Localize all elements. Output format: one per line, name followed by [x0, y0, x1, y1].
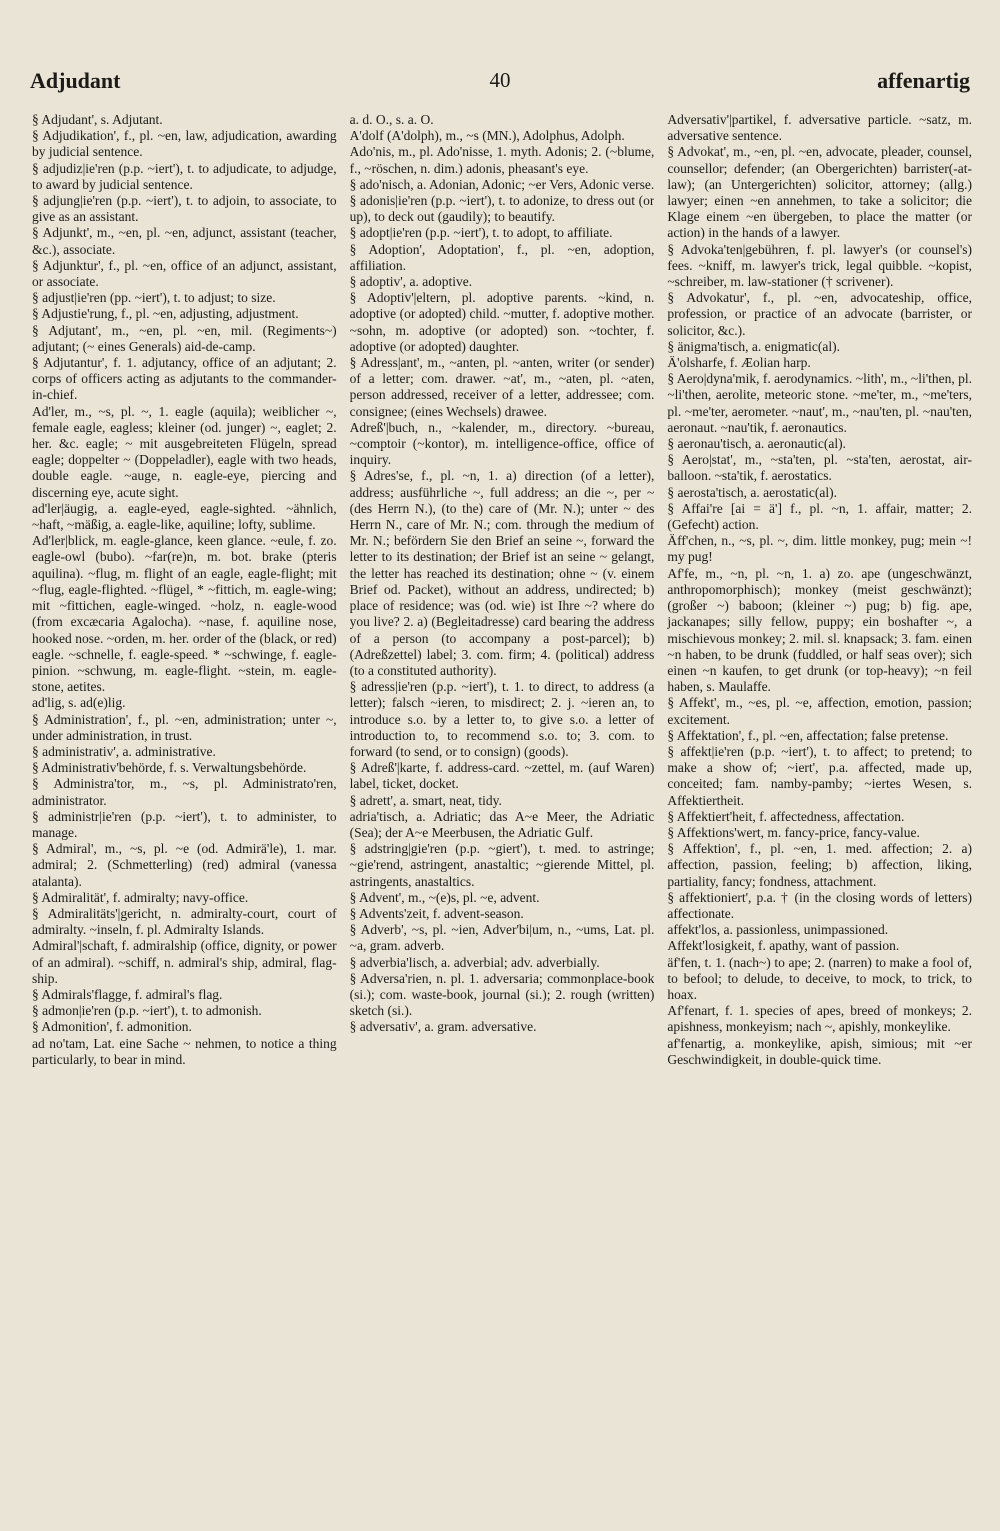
dictionary-entry: § Adjunktur', f., pl. ~en, office of an adjunct, assistant, or associate.	[32, 257, 337, 290]
dictionary-entry: § Affektiert'heit, f. affectedness, affectation.	[667, 808, 905, 824]
dictionary-entry: Af'fenart, f. 1. species of apes, breed of monkeys; 2. apishness, monkeyism; nach ~, apishly, monkeylike.	[667, 1003, 973, 1035]
dictionary-entry: § adjung|ie'ren (p.p. ~iert'), t. to adjoin, to associate, to give as an assistant.	[32, 193, 337, 225]
dictionary-entry: § Aero|stat', m., ~sta'ten, pl. ~sta'ten, aerostat, air-balloon. ~sta'tik, f. aerostatics.	[667, 452, 973, 484]
dictionary-entry: § Advokatur', f., pl. ~en, advocateship, office, profession, or practice of an advocate (barrister, or solicitor, &c.).	[667, 290, 973, 338]
dictionary-entry: § admon|ie'ren (p.p. ~iert'), t. to admonish.	[32, 1003, 262, 1019]
dictionary-entry: § Affekt', m., ~es, pl. ~e, affection, emotion, passion; excitement.	[667, 695, 973, 727]
dictionary-entry: § adversativ', a. gram. adversative.	[349, 1019, 537, 1035]
dictionary-entry: § Administra'tor, m., ~s, pl. Administrato'ren, administrator.	[32, 776, 337, 808]
dictionary-entry: § Adreß'|karte, f. address-card. ~zettel, m. (auf Waren) label, ticket, docket.	[349, 760, 655, 792]
dictionary-entry: Ad'ler|blick, m. eagle-glance, keen glance. ~eule, f. zo. eagle-owl (bubo). ~far(re)n, m. bot. brake (pteris aquilina). ~flug, m. flight of an eagle, eagle-flight; mit ~flug, eagle-flighted. ~flügel, * ~fittich, m. eagle-wing; mit ~fittichen, eagle-winged. ~holz, n. eagle-wood (from excæcaria Agalocha). ~nase, f. aquiline nose, hooked nose. ~orden, m. her. order of the (black, or red) eagle. ~schnelle, f. eagle-speed. * ~schwinge, f. eagle-pinion. ~schwung, m. eagle-flight. ~stein, m. eagle-stone, aetites.	[32, 533, 337, 695]
dictionary-entry: § administrativ', a. administrative.	[32, 743, 216, 759]
dictionary-entry: Ado'nis, m., pl. Ado'nisse, 1. myth. Adonis; 2. (~blume, f., ~röschen, n. dim.) adonis, pheasant's eye.	[349, 144, 655, 176]
dictionary-entry: § Adress|ant', m., ~anten, pl. ~anten, writer (or sender) of a letter; com. drawer. ~at', m., ~aten, pl. ~aten, person addressed, receiver of a letter, addressee; com. consignee; (eines Wechsels) drawee.	[349, 355, 655, 419]
dictionary-entry: § Adjudikation', f., pl. ~en, law, adjudication, awarding by judicial sentence.	[32, 128, 337, 160]
dictionary-entry: § Adjunkt', m., ~en, pl. ~en, adjunct, assistant (teacher, &c.), associate.	[32, 225, 337, 257]
dictionary-entry: § Adres'se, f., pl. ~n, 1. a) direction (of a letter), address; ausführliche ~, full address; an die ~, per ~ (des Herrn N.), (to the) care of (Mr. N.); unter ~ des Herrn N., care of Mr. N.; com. through the medium of Mr. N.; befördern Sie den Brief an seine ~, forward the letter to its destination; der Brief ist an seine ~ gelangt, the letter has reached its destination; ohne ~ (v. einem Brief od. Packet), without an address, undirected; b) place of residence; was (od. wie) ist Ihre ~? where do you live? 2. a) (Begleitadresse) card bearing the address of a person (to accompany a post-parcel); b) (Adreßzettel) label; 3. com. firm; 4. (political) address (to a constituted authority).	[349, 468, 655, 678]
dictionary-entry: § adopt|ie'ren (p.p. ~iert'), t. to adopt, to affiliate.	[349, 225, 613, 241]
dictionary-entry: § ado'nisch, a. Adonian, Adonic; ~er Vers, Adonic verse.	[349, 176, 655, 192]
dictionary-entry: § Affai're [ai = ä'] f., pl. ~n, 1. affair, matter; 2. (Gefecht) action.	[667, 500, 973, 533]
dictionary-entry: affekt'los, a. passionless, unimpassioned.	[667, 922, 889, 938]
column-1	[32, 112, 337, 1472]
dictionary-entry: § Affektions'wert, m. fancy-price, fancy-value.	[667, 824, 920, 840]
dictionary-entry: ad'ler|äugig, a. eagle-eyed, eagle-sighted. ~ähnlich, ~haft, ~mäßig, a. eagle-like, aquiline; lofty, sublime.	[32, 500, 337, 533]
dictionary-entry: äf'fen, t. 1. (nach~) to ape; 2. (narren) to make a fool of, to befool; to delude, to deceive, to mock, to trick, to hoax.	[667, 954, 973, 1002]
dictionary-entry: § Admirals'flagge, f. admiral's flag.	[32, 986, 223, 1002]
dictionary-entry: § Adjutant', m., ~en, pl. ~en, mil. (Regiments~) adjutant; (~ eines Generals) aid-de-camp.	[32, 322, 337, 354]
dictionary-entry: A'dolf (A'dolph), m., ~s (MN.), Adolphus, Adolph.	[349, 128, 625, 144]
dictionary-entry: ad no'tam, Lat. eine Sache ~ nehmen, to notice a thing particularly, to bear in mind.	[32, 1035, 337, 1067]
dictionary-entry: § affekt|ie'ren (p.p. ~iert'), t. to affect; to pretend; to make a show of; ~iert', p.a. affected, made up, conceited; fam. namby-pamby; ~iertes Wesen, s. Affektiertheit.	[667, 743, 973, 808]
dictionary-entry: § affektioniert', p.a. † (in the closing words of letters) affectionate.	[667, 889, 973, 921]
column-3	[667, 112, 972, 1472]
dictionary-entry: § Advoka'ten|gebühren, f. pl. lawyer's (or counsel's) fees. ~kniff, m. lawyer's trick, legal quibble. ~kopist, ~schreiber, m. law-stationer († scrivener).	[667, 241, 973, 290]
dictionary-entry: § Admonition', f. admonition.	[32, 1019, 192, 1035]
guide-word-left: Adjudant	[30, 68, 121, 93]
dictionary-entry: § Administrativ'behörde, f. s. Verwaltungsbehörde.	[32, 760, 307, 776]
dictionary-entry: § adress|ie'ren (p.p. ~iert'), t. 1. to direct, to address (a letter); falsch ~ieren, to misdirect; 2. j. ~ieren an, to introduce s.o. by a letter to, to give s.o. a letter of introduction to, to recommend s.o. to; 3. com. to forward (to send, or to consign) (goods).	[349, 679, 655, 759]
dictionary-entry: § Admiralitäts'|gericht, n. admiralty-court, court of admiralty. ~inseln, f. pl. Admiralty Islands.	[32, 905, 337, 938]
dictionary-entry: § aerosta'tisch, a. aerostatic(al).	[667, 484, 837, 500]
dictionary-entry: adria'tisch, a. Adriatic; das A~e Meer, the Adriatic (Sea); der A~e Meerbusen, the Adriatic Gulf.	[349, 808, 655, 840]
dictionary-entry: § Affektion', f., pl. ~en, 1. med. affection; 2. a) affection, passion, feeling; b) affection, liking, partiality, fancy; fondness, attachment.	[667, 841, 973, 889]
dictionary-entry: § Advokat', m., ~en, pl. ~en, advocate, pleader, counsel, counsellor; defender; (an Obergerichten) barrister(-at-law); (an Untergerichten) solicitor, attorney; (allg.) lawyer; einen ~en annehmen, to take a solicitor; die Klage einem ~en übergeben, to place the matter (or action) in the hands of a lawyer.	[667, 144, 973, 241]
dictionary-entry: § adoptiv', a. adoptive.	[349, 274, 473, 290]
dictionary-entry: § Adjutantur', f. 1. adjutancy, office of an adjutant; 2. corps of officers acting as adjutants to the commander-in-chief.	[32, 355, 337, 403]
dictionary-entry: § Adverb', ~s, pl. ~ien, Adver'bi|um, n., ~ums, Lat. pl. ~a, gram. adverb.	[349, 922, 655, 954]
dictionary-entry: § Adjustie'rung, f., pl. ~en, adjusting, adjustment.	[32, 306, 299, 322]
dictionary-entry: § Adjudant', s. Adjutant.	[32, 112, 163, 127]
running-head	[30, 68, 970, 102]
dictionary-entry: § adonis|ie'ren (p.p. ~iert'), t. to adonize, to dress out (or up), to deck out (gaudily); to beautify.	[349, 193, 655, 225]
page-number: 40	[489, 68, 511, 92]
guide-word-right: affenartig	[877, 68, 970, 93]
column-2	[350, 112, 655, 1472]
dictionary-entry: § adjust|ie'ren (pp. ~iert'), t. to adjust; to size.	[32, 290, 276, 306]
columns	[32, 112, 972, 1472]
dictionary-entry: § adjudiz|ie'ren (p.p. ~iert'), t. to adjudicate, to adjudge, to award by judicial sentence.	[32, 160, 337, 192]
dictionary-entry: § Advents'zeit, f. advent-season.	[349, 905, 524, 921]
dictionary-entry: § änigma'tisch, a. enigmatic(al).	[667, 338, 840, 354]
dictionary-entry: Affekt'losigkeit, f. apathy, want of passion.	[667, 938, 900, 954]
dictionary-entry: § aeronau'tisch, a. aeronautic(al).	[667, 436, 846, 452]
dictionary-entry: af'fenartig, a. monkeylike, apish, simious; mit ~er Geschwindigkeit, in double-quick time.	[667, 1035, 973, 1067]
dictionary-entry: Ä'olsharfe, f. Æolian harp.	[667, 355, 811, 371]
dictionary-entry: § adrett', a. smart, neat, tidy.	[349, 792, 502, 808]
dictionary-entry: § adverbia'lisch, a. adverbial; adv. adverbially.	[349, 954, 600, 970]
dictionary-entry: Adversativ'|partikel, f. adversative particle. ~satz, m. adversative sentence.	[667, 112, 973, 144]
dictionary-entry: ad'lig, s. ad(e)lig.	[32, 695, 126, 711]
dictionary-entry: § Admiral', m., ~s, pl. ~e (od. Admirä'le), 1. mar. admiral; 2. (Schmetterling) (red) admiral (vanessa atalanta).	[32, 841, 337, 889]
dictionary-entry: § adstring|gie'ren (p.p. ~giert'), t. med. to astringe; ~gie'rend, astringent, anastaltic; ~gierende Mittel, pl. astringents, anastaltics.	[349, 841, 655, 889]
dictionary-entry: Admiral'|schaft, f. admiralship (office, dignity, or power of an admiral). ~schiff, n. admiral's ship, admiral, flag-ship.	[32, 938, 337, 986]
dictionary-entry: Af'fe, m., ~n, pl. ~n, 1. a) zo. ape (ungeschwänzt, anthropomorphisch); monkey (meist geschwänzt); (großer ~) baboon; (kleiner ~) pug; b) fig. ape, jackanapes; silly fellow, puppy; ein boshafter ~, a mischievous monkey; 2. mil. sl. knapsack; 3. fam. einen ~n haben, to be drunk (fuddled, or half seas over); sich einen ~n kaufen, to get drunk (or top-heavy); ~n feil haben, s. Maulaffe.	[667, 565, 973, 695]
dictionary-entry: Äff'chen, n., ~s, pl. ~, dim. little monkey, pug; mein ~! my pug!	[667, 533, 973, 565]
dictionary-entry: § Aero|dyna'mik, f. aerodynamics. ~lith', m., ~li'then, pl. ~li'then, aerolite, meteoric stone. ~me'ter, m., ~me'ters, pl. ~me'ter, aerometer. ~naut', m., ~nau'ten, pl. ~nau'ten, aeronaut. ~nau'tik, f. aeronautics.	[667, 371, 973, 435]
dictionary-entry: § Affektation', f., pl. ~en, affectation; false pretense.	[667, 727, 949, 743]
dictionary-entry: § Advent', m., ~(e)s, pl. ~e, advent.	[349, 889, 540, 905]
dictionary-entry: Ad'ler, m., ~s, pl. ~, 1. eagle (aquila); weiblicher ~, female eagle, eagless; kleiner (od. junger) ~, eaglet; 2. her. &c. eagle; ~ mit ausgebreiteten Flügeln, spread eagle; doppelter ~ (Doppeladler), eagle with two heads, double eagle. ~auge, n. eagle-eye, piercing and discerning eye, acute sight.	[32, 403, 337, 500]
dictionary-entry: § Adversa'rien, n. pl. 1. adversaria; commonplace-book (si.); com. waste-book, journal (si.); 2. rough (written) sketch (si.).	[349, 970, 655, 1019]
dictionary-entry: § Adoption', Adoptation', f., pl. ~en, adoption, affiliation.	[349, 241, 655, 273]
dictionary-entry: § administr|ie'ren (p.p. ~iert'), t. to administer, to manage.	[32, 808, 337, 840]
dictionary-entry: Adreß'|buch, n., ~kalender, m., directory. ~bureau, ~comptoir (~kontor), m. intelligence-office, office of inquiry.	[349, 419, 655, 468]
dictionary-entry: a. d. O., s. a. O.	[349, 112, 434, 127]
dictionary-entry: § Adoptiv'|eltern, pl. adoptive parents. ~kind, n. adoptive (or adopted) child. ~mutter, f. adoptive mother. ~sohn, m. adoptive (or adopted) son. ~tochter, f. adoptive (or adopted) daughter.	[349, 290, 655, 354]
dictionary-entry: § Admiralität', f. admiralty; navy-office.	[32, 889, 249, 905]
dictionary-entry: § Administration', f., pl. ~en, administration; unter ~, under administration, in trust.	[32, 711, 337, 743]
